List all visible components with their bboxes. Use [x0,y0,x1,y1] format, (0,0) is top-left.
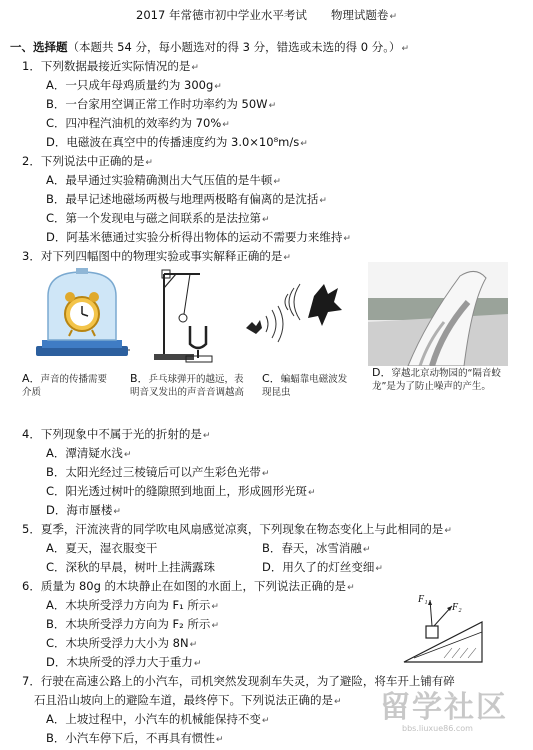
q2-option-d: D．阿基米德通过实验分析得出物体的运动不需要力来维持↵ [46,230,351,244]
q3-caption-d: D．穿越北京动物园的“隔音蛟龙”是为了防止噪声的产生。 [372,366,501,392]
q5-option-a: A．夏天，湿衣服变干 [46,541,158,555]
q4-stem: 4．下列现象中不属于光的折射的是↵ [22,427,211,441]
section-note: （本题共 54 分，每小题选对的得 3 分，错选或未选的得 0 分。） [67,40,401,54]
q2-option-a: A．最早通过实验精确测出大气压值的是牛顿↵ [46,173,281,187]
force-label-f1: F₁ [418,594,428,605]
q1-option-a: A．一只成年母鸡质量约为 300g↵ [46,78,222,92]
q5-option-b: B．春天，冰雪消融↵ [262,541,371,555]
watermark-logo: 留学社区 [380,690,508,725]
q3-caption-b: B．乒乓球弹开的越远，表明音叉发出的声音音调越高 [130,372,245,398]
q7-stem-line2: 石且沿山坡向上的避险车道，最终停下。下列说法正确的是↵ [34,693,342,707]
watermark-url: bbs.liuxue86.com [402,724,473,733]
bat-echolocation-figure [236,276,348,360]
exam-title-right: 物理试题卷 [330,8,389,22]
force-label-f2: F₂ [452,602,462,613]
q6-option-c: C．木块所受浮力大小为 8N↵ [46,636,198,650]
q5-stem: 5．夏季，汗流浃背的同学吹电风扇感觉凉爽，下列现象在物态变化上与此相同的是↵ [22,522,452,536]
q4-option-b: B．太阳光经过三棱镜后可以产生彩色光带↵ [46,465,270,479]
q2-stem: 2．下列说法中正确的是↵ [22,154,153,168]
section-label: 一、选择题 [10,40,68,54]
q4-option-d: D．海市蜃楼↵ [46,503,121,517]
bell-jar-clock-figure [34,266,130,364]
q7-option-a: A．上坡过程中，小汽车的机械能保持不变↵ [46,712,270,726]
q2-option-c: C．第一个发现电与磁之间联系的是法拉第↵ [46,211,270,225]
q2-option-b: B．最早记述地磁场两极与地理两极略有偏离的是沈括↵ [46,192,327,206]
q3-caption-a: A．声音的传播需要介质 [22,372,108,398]
q6-option-d: D．木块所受的浮力大于重力↵ [46,655,202,669]
q7-stem-line1: 7．行驶在高速公路上的小汽车，司机突然发现刹车失灵，为了避险，将车开上铺有碎 [22,674,455,688]
q4-option-a: A．潭清疑水浅↵ [46,446,132,460]
q4-option-c: C．阳光透过树叶的缝隙照到地面上，形成圆形光斑↵ [46,484,316,498]
exam-title-left: 2017 年常德市初中学业水平考试 [136,8,307,22]
exam-title: 2017 年常德市初中学业水平考试 物理试题卷↵ [136,8,397,22]
q7-option-b: B．小汽车停下后，不再具有惯性↵ [46,731,224,745]
tuning-fork-figure [150,264,226,364]
q1-stem: 1．下列数据最接近实际情况的是↵ [22,59,199,73]
q1-option-b: B．一台家用空调正常工作时功率约为 50W↵ [46,97,277,111]
q1-option-d: D．电磁波在真空中的传播速度约为 3.0×10⁸m/s↵ [46,135,308,149]
q5-option-c: C．深秋的早晨，树叶上挂满露珠 [46,560,216,574]
q3-caption-c: C．蝙蝠靠电磁波发现昆虫 [262,372,348,398]
q3-stem: 3．对下列四幅图中的物理实验或事实解释正确的是↵ [22,249,291,263]
q6-option-b: B．木块所受浮力方向为 F₂ 所示↵ [46,617,219,631]
floating-block-figure [400,592,486,666]
section-heading: 一、选择题（本题共 54 分，每小题选对的得 3 分，错选或未选的得 0 分。）↵ [10,40,409,54]
q6-option-a: A．木块所受浮力方向为 F₁ 所示↵ [46,598,219,612]
noise-barrier-photo [368,262,508,366]
q6-stem: 6．质量为 80g 的木块静止在如图的水面上，下列说法正确的是↵ [22,579,355,593]
q5-option-d: D．用久了的灯丝变细↵ [262,560,383,574]
q1-option-c: C．四冲程汽油机的效率约为 70%↵ [46,116,230,130]
